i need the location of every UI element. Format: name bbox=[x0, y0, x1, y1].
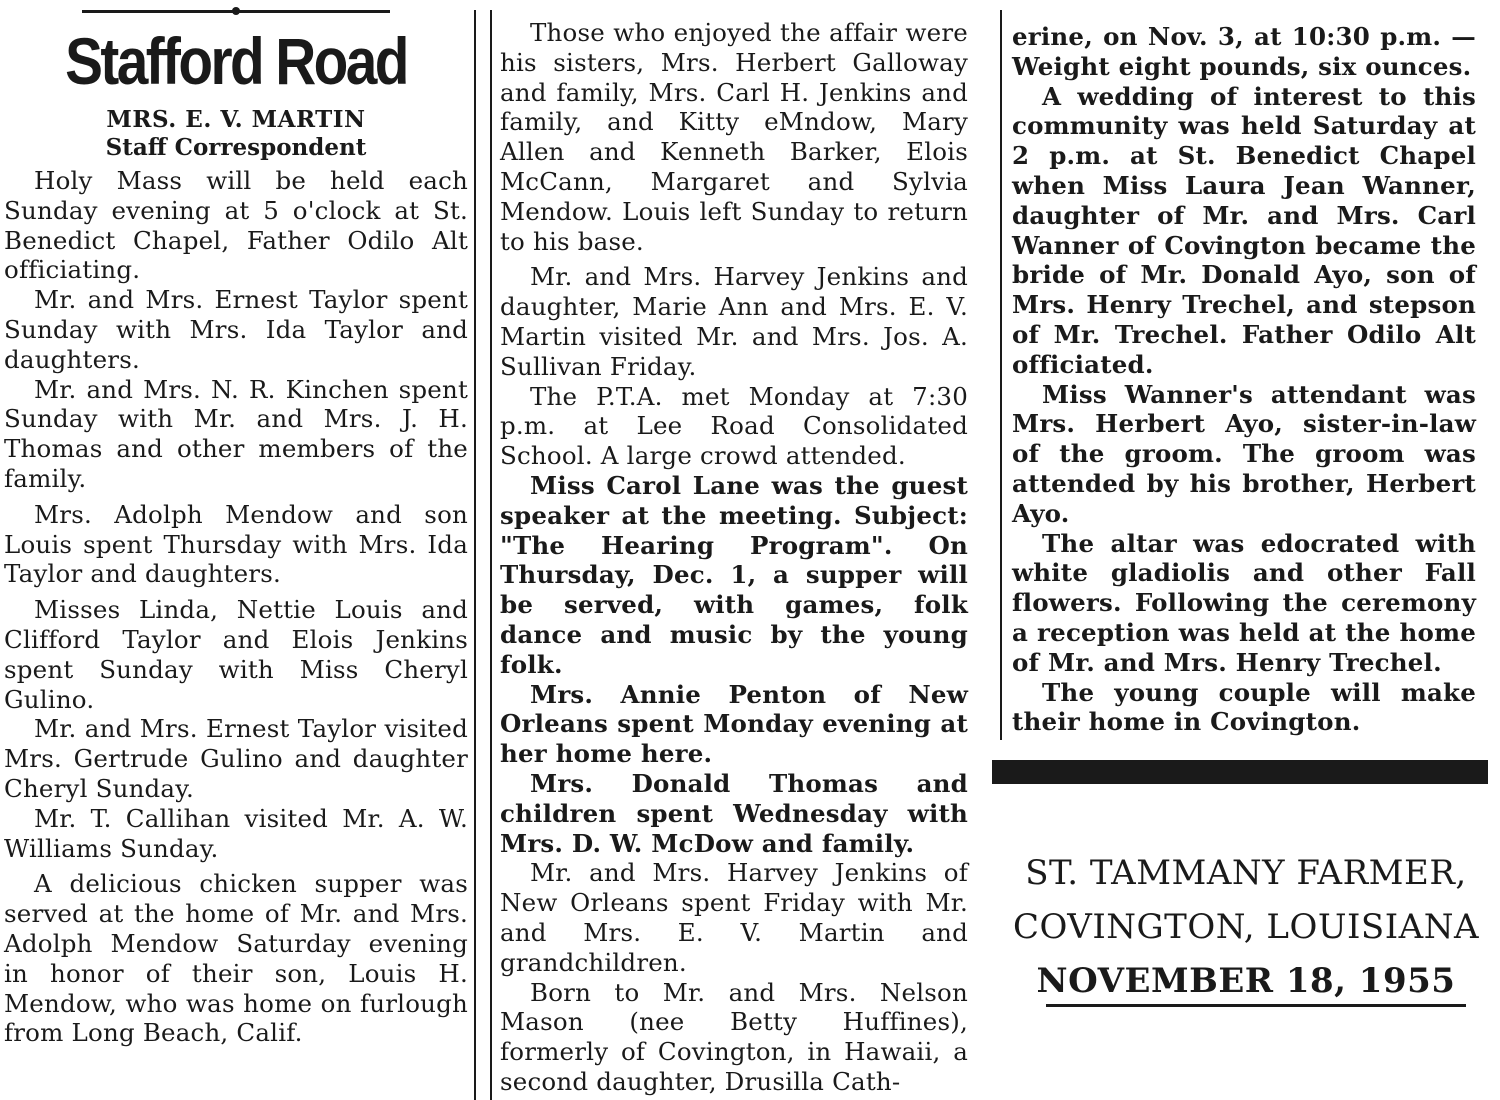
newspaper-name: ST. TAMMANY FARMER, bbox=[1025, 853, 1467, 893]
column-1-body bbox=[4, 166, 468, 1048]
paragraph: Those who enjoyed the affair were his sisters, Mrs. Herbert Galloway and family, Mrs. Carl H. Jenkins and family, and Kitty eMndow, Mary Allen and Kenneth Barker, Elois McCann, Margaret and Sylvia Mendow. Louis left Sunday to return to his base. bbox=[500, 18, 968, 256]
date-underline bbox=[1046, 1004, 1466, 1007]
paragraph: Mr. T. Callihan visited Mr. A. W. Williams Sunday. bbox=[4, 803, 468, 863]
paragraph: A wedding of interest to this community was held Saturday at 2 p.m. at St. Benedict Chapel when Miss Laura Jean Wanner, daughter of Mr. and Mrs. Carl Wanner of Covington became the bride of Mr. Donald Ayo, son of Mrs. Henry Trechel, and stepson of Mr. Trechel. Father Odilo Alt officiated. bbox=[1012, 81, 1476, 379]
column-divider bbox=[490, 10, 492, 1100]
paragraph: A delicious chicken supper was served at the home of Mr. and Mrs. Adolph Mendow Saturday evening in honor of their son, Louis H. Mendow, who was home on furlough from Long Beach, Calif. bbox=[4, 869, 468, 1048]
paragraph: The P.T.A. met Monday at 7:30 p.m. at Lee Road Consolidated School. A large crowd attended. bbox=[500, 381, 968, 471]
headline-rule-ornament bbox=[232, 7, 240, 15]
paragraph: Holy Mass will be held each Sunday evening at 5 o'clock at St. Benedict Chapel, Father Odilo Alt officiating. bbox=[4, 166, 468, 285]
author-byline: MRS. E. V. MARTIN bbox=[106, 106, 366, 133]
paragraph: Mr. and Mrs. Ernest Taylor visited Mrs. Gertrude Gulino and daughter Cheryl Sunday. bbox=[4, 714, 468, 803]
newspaper-location: COVINGTON, LOUISIANA bbox=[1012, 907, 1480, 947]
paragraph: Mrs. Annie Penton of New Orleans spent Monday evening at her home here. bbox=[500, 679, 968, 769]
paragraph: Mrs. Adolph Mendow and son Louis spent Thursday with Mrs. Ida Taylor and daughters. bbox=[4, 499, 468, 589]
column-3-body bbox=[1012, 22, 1476, 737]
paragraph: Mrs. Donald Thomas and children spent Wednesday with Mrs. D. W. McDow and family. bbox=[500, 768, 968, 858]
paragraph: Born to Mr. and Mrs. Nelson Mason (nee Betty Huffines), formerly of Covington, in Hawaii, a second daughter, Drusilla Cath- bbox=[500, 977, 968, 1096]
column-divider bbox=[1000, 10, 1002, 740]
author-title: Staff Correspondent bbox=[105, 134, 367, 161]
paragraph: Mr. and Mrs. Harvey Jenkins of New Orleans spent Friday with Mr. and Mrs. E. V. Martin and grandchildren. bbox=[500, 858, 968, 977]
paragraph: erine, on Nov. 3, at 10:30 p.m. — Weight eight pounds, six ounces. bbox=[1012, 22, 1476, 81]
paragraph: The altar was edocrated with white gladiolis and other Fall flowers. Following the ceremony a reception was held at the home of Mr. and Mrs. Henry Trechel. bbox=[1012, 528, 1476, 677]
paragraph: The young couple will make their home in Covington. bbox=[1012, 677, 1476, 737]
paragraph: Mr. and Mrs. N. R. Kinchen spent Sunday with Mr. and Mrs. J. H. Thomas and other members of the family. bbox=[4, 374, 468, 493]
publication-date: NOVEMBER 18, 1955 bbox=[1036, 961, 1456, 1001]
paragraph: Miss Wanner's attendant was Mrs. Herbert Ayo, sister-in-law of the groom. The groom was attended by his brother, Herbert Ayo. bbox=[1012, 379, 1476, 528]
paragraph: Mr. and Mrs. Harvey Jenkins and daughter, Marie Ann and Mrs. E. V. Martin visited Mr. and Mrs. Jos. A. Sullivan Friday. bbox=[500, 262, 968, 381]
paragraph: Mr. and Mrs. Ernest Taylor spent Sunday with Mrs. Ida Taylor and daughters. bbox=[4, 285, 468, 374]
column-2-body bbox=[500, 18, 968, 1097]
section-divider-rule bbox=[992, 760, 1488, 784]
column-divider bbox=[474, 10, 476, 1100]
headline: Stafford Road bbox=[65, 24, 407, 98]
paragraph: Misses Linda, Nettie Louis and Clifford Taylor and Elois Jenkins spent Sunday with Miss Cheryl Gulino. bbox=[4, 595, 468, 714]
paragraph: Miss Carol Lane was the guest speaker at the meeting. Subject: "The Hearing Program". On Thursday, Dec. 1, a supper will be served, with games, folk dance and music by the young folk. bbox=[500, 470, 968, 679]
